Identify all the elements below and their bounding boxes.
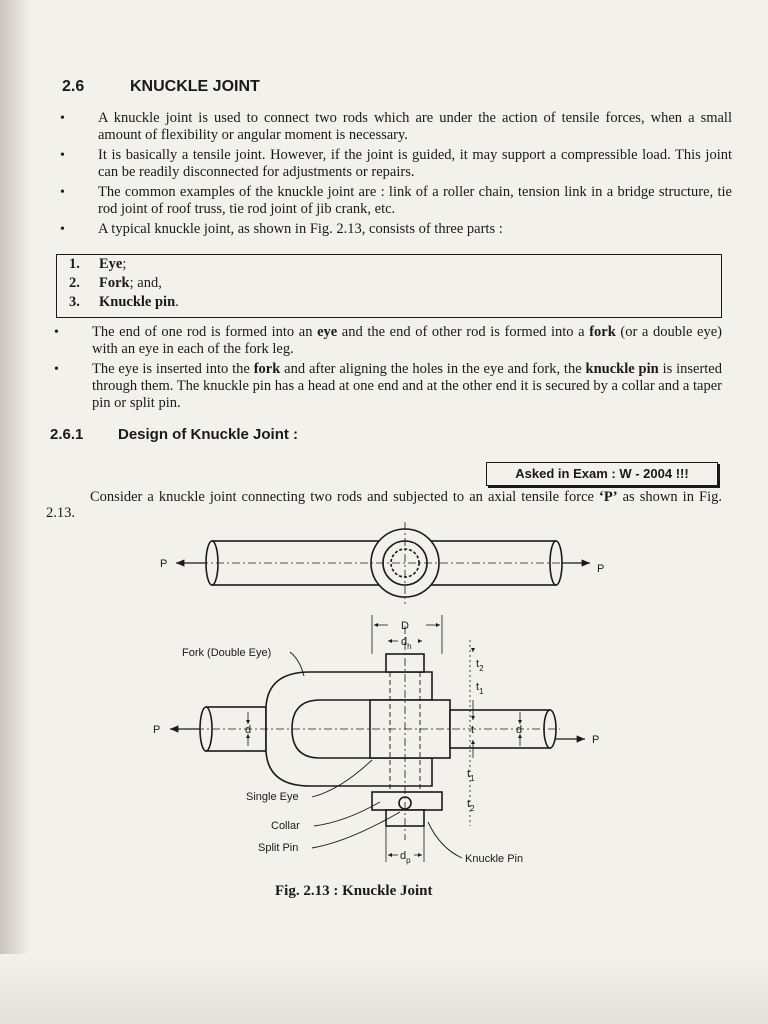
label-split-pin: Split Pin [258,842,299,854]
part-suffix: . [175,294,179,310]
dimension-label-t2: $t_2$ [476,658,484,673]
intro-paragraph: Consider a knuckle joint connecting two rods and subjected to an axial tensile force ‘P’ as shown in Fig. 2.13. [46,489,722,521]
part-suffix: ; [122,256,127,272]
bullet-item: • The eye is inserted into the fork and after aligning the holes in the eye and fork, the knuckle pin is inserted through them. The knuckle pin has a head at one end and at the other end it is secured by a collar and a taper pin or split pin. [52,361,722,412]
dimension-label-t1: $t_1$ [476,681,484,696]
bullet-item: • A knuckle joint is used to connect two rods which are under the action of tensile forces, when a small amount of flexibility or angular moment is necessary. [58,110,732,144]
top-view [176,522,590,604]
force-label: P [160,558,168,570]
dimension-label-dp: $d_p$ [400,850,411,865]
part-name: Knuckle pin [99,294,176,310]
part-name: Fork [99,275,130,291]
label-knuckle-pin: Knuckle Pin [465,853,524,865]
part-number: 1. [69,256,80,272]
dimension-label-t1: $t_1$ [467,768,475,783]
part-name: Eye [99,256,123,272]
dimension-label-d: d [245,724,252,736]
subsection-number: 2.6.1 [50,426,84,443]
bullet-item: • The end of one rod is formed into an eye and the end of other rod is formed into a fork (or a double eye) with an eye in each of the fork leg. [52,324,722,358]
section-number: 2.6 [62,78,85,95]
force-label: P [592,734,600,746]
bullet-item: • It is basically a tensile joint. However, if the joint is guided, it may support a compressible load. This joint can be readily disconnected for adjustments or repairs. [58,147,732,181]
part-number: 3. [69,294,80,310]
label-single-eye: Single Eye [246,791,299,803]
dimension-label-d: d [516,724,523,736]
exam-badge: Asked in Exam : W - 2004 !!! [486,462,718,486]
dimension-label-dh: $d_h$ [401,636,412,651]
figure-caption: Fig. 2.13 : Knuckle Joint [275,883,433,899]
force-label: P [597,563,605,575]
part-suffix: ; and, [129,275,162,291]
force-label: P [153,724,161,736]
dimension-label-t2: $t_2$ [467,798,475,813]
part-number: 2. [69,275,80,291]
label-collar: Collar [271,820,300,832]
section-title: KNUCKLE JOINT [130,78,260,95]
subsection-title: Design of Knuckle Joint : [118,426,299,443]
label-fork: Fork (Double Eye) [182,647,272,659]
dimension-label-D: D [401,620,409,632]
bullet-item: • The common examples of the knuckle joint are : link of a roller chain, tension link in a bridge structure, tie rod joint of roof truss, tie rod joint of jib crank, etc. [58,184,732,218]
dimension-label-t: t [471,724,475,736]
bullet-item: • A typical knuckle joint, as shown in Fig. 2.13, consists of three parts : [58,221,732,238]
